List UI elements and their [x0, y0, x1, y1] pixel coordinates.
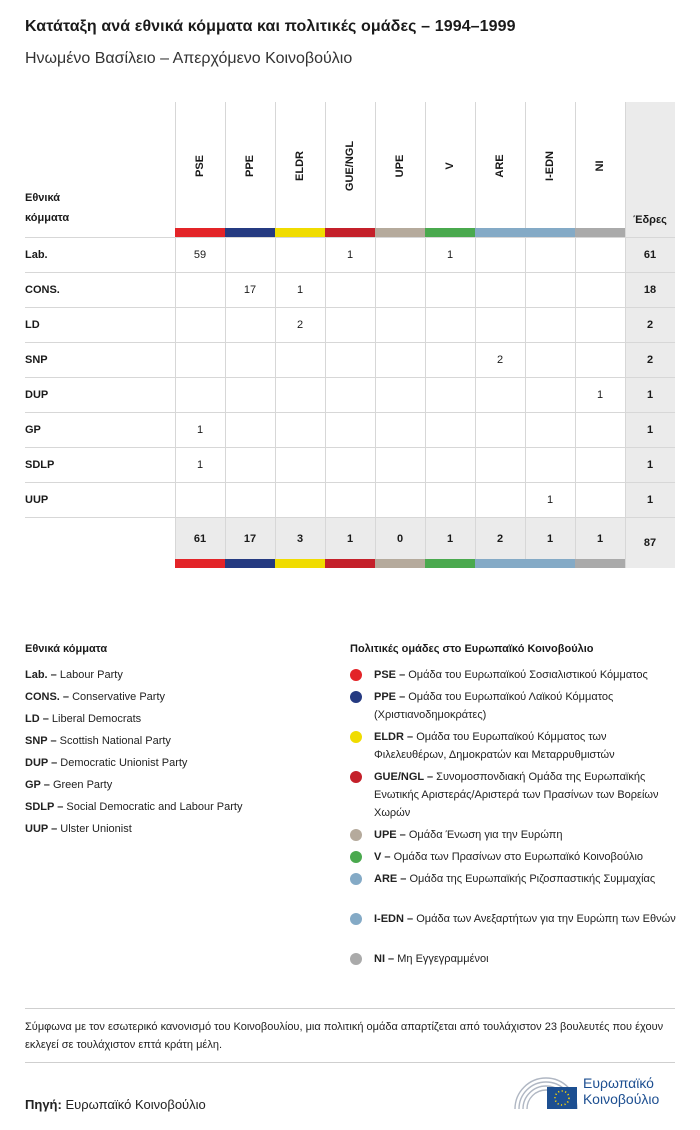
legend-name: Labour Party [59, 669, 123, 681]
group-header-ppe [225, 102, 275, 228]
group-total: 1 [346, 533, 354, 545]
row-party-label: GP [25, 424, 41, 436]
table-cell: 1 [196, 424, 204, 436]
legend-abbr: ARE – [374, 873, 410, 885]
row-party-label: UUP [25, 494, 49, 506]
group-color-bar [475, 228, 525, 237]
national-legend-item [25, 823, 132, 835]
group-header-label: NI [594, 160, 606, 172]
row-seat-total: 61 [643, 249, 657, 261]
group-header-upe [375, 102, 425, 228]
national-legend-heading: Εθνικά κόμματα [25, 643, 108, 655]
grand-total: 87 [643, 537, 657, 549]
table-cell: 17 [243, 284, 257, 296]
national-legend-item [25, 713, 141, 725]
group-total: 1 [546, 533, 554, 545]
group-header-label: PPE [244, 154, 256, 178]
group-total: 0 [396, 533, 404, 545]
group-color-bar [525, 228, 575, 237]
group-color-bar [275, 228, 325, 237]
legend-abbr: V – [374, 851, 394, 863]
row-party-label: DUP [25, 389, 49, 401]
group-total: 1 [596, 533, 604, 545]
source-label: Πηγή: [25, 1097, 62, 1112]
legend-text [374, 848, 680, 866]
page-subtitle: Ηνωμένο Βασίλειο – Απερχόμενο Κοινοβούλιο [25, 50, 353, 67]
row-seat-total: 1 [646, 494, 654, 506]
legend-name: Ομάδα του Ευρωπαϊκού Σοσιαλιστικού Κόμματος [408, 669, 648, 681]
color-dot-icon [350, 669, 362, 681]
legend-abbr: SNP – [25, 735, 60, 747]
group-header-label: UPE [394, 154, 406, 178]
source-value: Ευρωπαϊκό Κοινοβούλιο [65, 1097, 206, 1112]
group-header-label: I-EDN [544, 151, 556, 181]
group-total: 17 [243, 533, 257, 545]
color-dot-icon [350, 771, 362, 783]
color-dot-icon [350, 953, 362, 965]
group-color-bar [475, 559, 525, 568]
group-header-v [425, 102, 475, 228]
national-legend-item [25, 669, 123, 681]
row-seat-total: 2 [646, 319, 654, 331]
national-legend-item [25, 691, 165, 703]
row-party-label: SNP [25, 354, 48, 366]
legend-abbr: SDLP – [25, 801, 67, 813]
group-color-bar [425, 228, 475, 237]
legend-abbr: PSE – [374, 669, 409, 681]
table-cell: 2 [496, 354, 504, 366]
legend-abbr: GUE/NGL – [374, 771, 437, 783]
group-header-label: ARE [494, 154, 506, 178]
color-dot-icon [350, 731, 362, 743]
logo-text: Ευρωπαϊκό Κοινοβούλιο [583, 1075, 660, 1107]
group-color-bar [275, 559, 325, 568]
legend-text [374, 728, 680, 764]
legend-name: Συνομοσπονδιακή Ομάδα της Ευρωπαϊκής Ενωτικής Αριστεράς/Αριστερά των Πρασίνων των Βορείων Χωρών [374, 771, 659, 819]
legend-name: Ulster Unionist [60, 823, 132, 835]
group-header-gue-ngl [325, 102, 375, 228]
color-dot-icon [350, 913, 362, 925]
legend-abbr: PPE – [374, 691, 409, 703]
group-header-label: PSE [194, 154, 206, 178]
group-color-bar [525, 559, 575, 568]
legend-abbr: Lab. – [25, 669, 60, 681]
group-color-bar [225, 559, 275, 568]
color-dot-icon [350, 691, 362, 703]
group-total: 1 [446, 533, 454, 545]
row-seat-total: 1 [646, 424, 654, 436]
national-legend-item [25, 757, 187, 769]
group-color-bar [325, 559, 375, 568]
row-divider [25, 342, 675, 343]
row-party-label: SDLP [25, 459, 55, 471]
national-legend-item [25, 779, 112, 791]
group-color-bar [175, 228, 225, 237]
ep-logo [513, 1073, 678, 1113]
group-total: 3 [296, 533, 304, 545]
color-dot-icon [350, 829, 362, 841]
legend-text [374, 688, 680, 724]
divider [25, 1008, 675, 1009]
group-header-label: GUE/NGL [344, 140, 356, 192]
legend-name: Ομάδα των Ανεξαρτήτων για την Ευρώπη των Εθνών [416, 913, 676, 925]
group-header-are [475, 102, 525, 228]
row-party-label: LD [25, 319, 40, 331]
row-divider [25, 307, 675, 308]
legend-abbr: DUP – [25, 757, 61, 769]
legend-name: Scottish National Party [59, 735, 171, 747]
parliament-hemicycle-icon [513, 1073, 579, 1113]
legend-text [374, 910, 680, 928]
source [25, 1097, 206, 1112]
legend-name: Ομάδα του Ευρωπαϊκού Κόμματος των Φιλελευθέρων, Δημοκρατών και Μεταρρυθμιστών [374, 731, 615, 761]
legend-abbr: LD – [25, 713, 52, 725]
table-cell: 1 [546, 494, 554, 506]
legend-name: Conservative Party [72, 691, 166, 703]
table-cell: 2 [296, 319, 304, 331]
group-header-eldr [275, 102, 325, 228]
group-header-label: ELDR [294, 151, 306, 181]
page-title: Κατάταξη ανά εθνικά κόμματα και πολιτικές ομάδες – 1994–1999 [25, 18, 516, 35]
row-seat-total: 1 [646, 459, 654, 471]
group-color-bar [575, 559, 625, 568]
legend-name: Μη Εγγεγραμμένοι [397, 953, 489, 965]
divider [25, 1062, 675, 1063]
group-header-label: V [444, 162, 456, 170]
row-party-label: CONS. [25, 284, 60, 296]
national-parties-header: Εθνικά κόμματα [25, 192, 70, 224]
legend-name: Ομάδα του Ευρωπαϊκού Λαϊκού Κόμματος (Χριστιανοδημοκράτες) [374, 691, 614, 721]
group-color-bar [225, 228, 275, 237]
legend-abbr: NI – [374, 953, 398, 965]
group-header-ni [575, 102, 625, 228]
table-cell: 1 [346, 249, 354, 261]
legend-abbr: UPE – [374, 829, 409, 841]
row-seat-total: 18 [643, 284, 657, 296]
group-header-i-edn [525, 102, 575, 228]
legend-name: Ομάδα των Πρασίνων στο Ευρωπαϊκό Κοινοβούλιο [393, 851, 644, 863]
legend-name: Green Party [52, 779, 113, 791]
legend-text [374, 950, 680, 968]
group-color-bar [575, 228, 625, 237]
group-total: 61 [193, 533, 207, 545]
group-color-bar [425, 559, 475, 568]
group-color-bar [375, 228, 425, 237]
legend-text [374, 826, 680, 844]
legend-abbr: ELDR – [374, 731, 417, 743]
group-header-pse [175, 102, 225, 228]
table-cell: 59 [193, 249, 207, 261]
national-legend-item [25, 801, 242, 813]
legend-name: Liberal Democrats [51, 713, 142, 725]
table-cell: 1 [596, 389, 604, 401]
row-seat-total: 2 [646, 354, 654, 366]
legend-name: Social Democratic and Labour Party [66, 801, 243, 813]
seats-header: Έδρες [633, 214, 667, 226]
legend-name: Ομάδα Ένωση για την Ευρώπη [408, 829, 563, 841]
legend-abbr: UUP – [25, 823, 61, 835]
legend-text [374, 666, 680, 684]
color-dot-icon [350, 873, 362, 885]
legend-name: Ομάδα της Ευρωπαϊκής Ριζοσπαστικής Συμμαχίας [409, 873, 656, 885]
table-cell: 1 [296, 284, 304, 296]
color-dot-icon [350, 851, 362, 863]
group-color-bar [175, 559, 225, 568]
legend-abbr: GP – [25, 779, 53, 791]
legend-abbr: I-EDN – [374, 913, 417, 925]
group-legend-heading: Πολιτικές ομάδες στο Ευρωπαϊκό Κοινοβούλιο [350, 643, 594, 655]
row-party-label: Lab. [25, 249, 48, 261]
group-color-bar [325, 228, 375, 237]
group-total: 2 [496, 533, 504, 545]
seats-table [25, 102, 675, 568]
table-cell: 1 [196, 459, 204, 471]
legend-text [374, 870, 680, 888]
row-divider [25, 482, 675, 483]
legend-abbr: CONS. – [25, 691, 73, 703]
legend-name: Democratic Unionist Party [60, 757, 188, 769]
row-seat-total: 1 [646, 389, 654, 401]
legend-text [374, 768, 680, 822]
row-divider [25, 447, 675, 448]
footnote: Σύμφωνα με τον εσωτερικό κανονισμό του Κοινοβουλίου, μια πολιτική ομάδα απαρτίζεται από τουλάχιστον 23 βουλευτές που έχουν εκλεγεί σε τουλάχιστον επτά κράτη μέλη. [25, 1021, 664, 1051]
table-cell: 1 [446, 249, 454, 261]
national-legend-item [25, 735, 171, 747]
group-color-bar [375, 559, 425, 568]
